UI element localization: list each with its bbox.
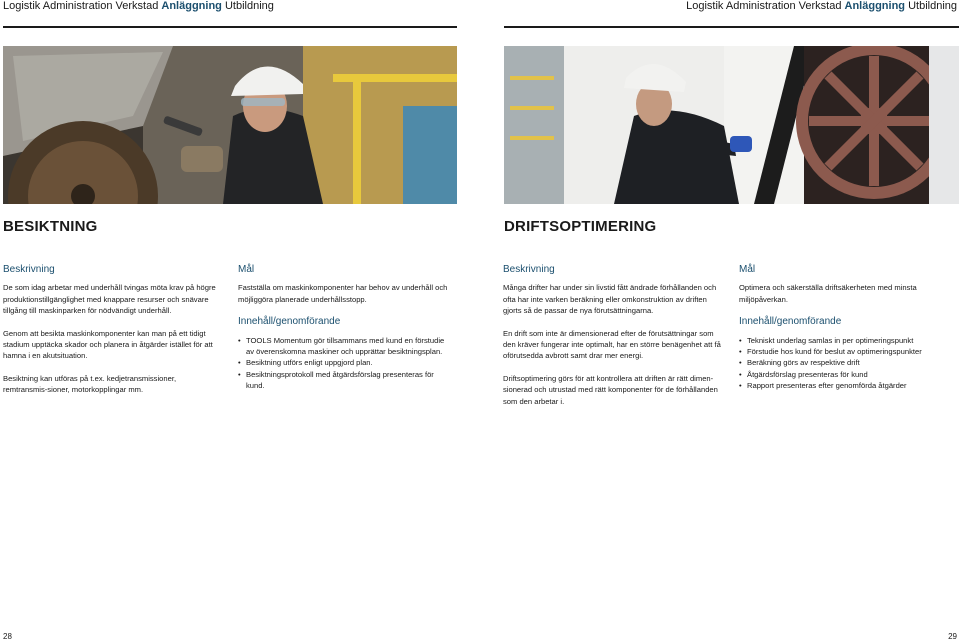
list-item: • Besiktning utförs enligt uppgjord plan.: [238, 357, 452, 368]
nav-item-anlaggning[interactable]: Anläggning: [161, 0, 222, 12]
header-divider: [504, 26, 959, 28]
right-page: [480, 0, 960, 642]
description-heading: Beskrivning: [503, 264, 555, 275]
list-item: • Rapport presenteras efter genomförda åtgärder: [739, 380, 960, 391]
goal-column: [238, 264, 452, 392]
top-navigation: [686, 0, 957, 12]
list-item: • Förstudie hos kund för beslut av optimeringspunkter: [739, 346, 960, 357]
nav-item-logistik[interactable]: Logistik: [686, 0, 724, 12]
nav-item-anlaggning[interactable]: Anläggning: [844, 0, 906, 12]
page-number: 29: [948, 632, 957, 641]
goal-heading: Mål: [739, 264, 756, 275]
list-item: • Åtgärdsförslag presenteras för kund: [739, 369, 960, 380]
page-number: 28: [3, 632, 12, 641]
header-divider: [3, 26, 457, 28]
nav-item-logistik[interactable]: Logistik: [3, 0, 41, 12]
description-paragraph: De som idag arbetar med underhåll tvingas möta krav på högre produktionstillgänglighet med knappare resurser och snävare tillgång till maskinparken för nödvändigt underhåll.: [3, 283, 216, 316]
section-title-driftsoptimering: DRIFTSOPTIMERING: [504, 218, 657, 235]
content-list: [739, 335, 960, 392]
nav-item-verkstad[interactable]: Verkstad: [798, 0, 842, 12]
description-paragraph: En drift som inte är dimensionerad efter de förutsättningar som den kräver fungerar inte optimalt, har en större benägenhet att få oförutsedda avbrott samt drar mer energi.: [503, 328, 721, 361]
description-heading: Beskrivning: [3, 264, 55, 275]
optimization-photo: [504, 46, 959, 204]
list-item: • Beräkning görs av respektive drift: [739, 357, 960, 368]
description-paragraph: Många drifter har under sin livstid fått ändrade förhållanden och ofta har inte varken beräkning eller omkonstruktion av driften gjorts så de passar de nya förutsättningarna.: [503, 283, 717, 316]
nav-item-utbildning[interactable]: Utbildning: [908, 0, 957, 12]
goal-column: [739, 264, 960, 392]
nav-item-administration[interactable]: Administration: [42, 0, 113, 12]
goal-text: Fastställa om maskinkomponenter har behov av underhåll och möjliggöra planerade underhållsstopp.: [238, 283, 448, 304]
inspection-photo: [3, 46, 457, 204]
description-column: [503, 264, 725, 418]
nav-item-utbildning[interactable]: Utbildning: [224, 0, 274, 12]
description-paragraph: Besiktning kan utföras på t.ex. kedjetransmissioner, remtransmis-sioner, motorkopplingar mm.: [3, 373, 177, 395]
goal-text: Optimera och säkerställa driftsäkerheten med minsta miljöpåverkan.: [739, 283, 917, 304]
list-item: • Besiktningsprotokoll med åtgärdsförslag presenteras för kund.: [238, 369, 452, 392]
description-column: [3, 264, 217, 407]
list-item: • TOOLS Momentum gör tillsammans med kund en förstudie av överenskomna maskiner och upprättar besiktningsplan.: [238, 335, 452, 358]
content-list: [238, 335, 452, 392]
goal-heading: Mål: [238, 264, 255, 275]
top-navigation: [3, 0, 274, 12]
nav-item-verkstad[interactable]: Verkstad: [115, 0, 159, 12]
content-heading: Innehåll/genomförande: [739, 316, 842, 328]
nav-item-administration[interactable]: Administration: [725, 0, 796, 12]
description-paragraph: Genom att besikta maskinkomponenter kan man på ett tidigt stadium upptäcka skador och planera in åtgärder istället för att hamna i en akutsituation.: [3, 328, 213, 361]
description-paragraph: Driftsoptimering görs för att kontrollera att driften är rätt dimen-sionerad och utrustad med rätt komponenter för de förhållanden som den arbetar i.: [503, 373, 718, 406]
section-title-besiktning: BESIKTNING: [3, 218, 98, 235]
content-heading: Innehåll/genomförande: [238, 316, 341, 328]
list-item: • Tekniskt underlag samlas in per optimeringspunkt: [739, 335, 960, 346]
